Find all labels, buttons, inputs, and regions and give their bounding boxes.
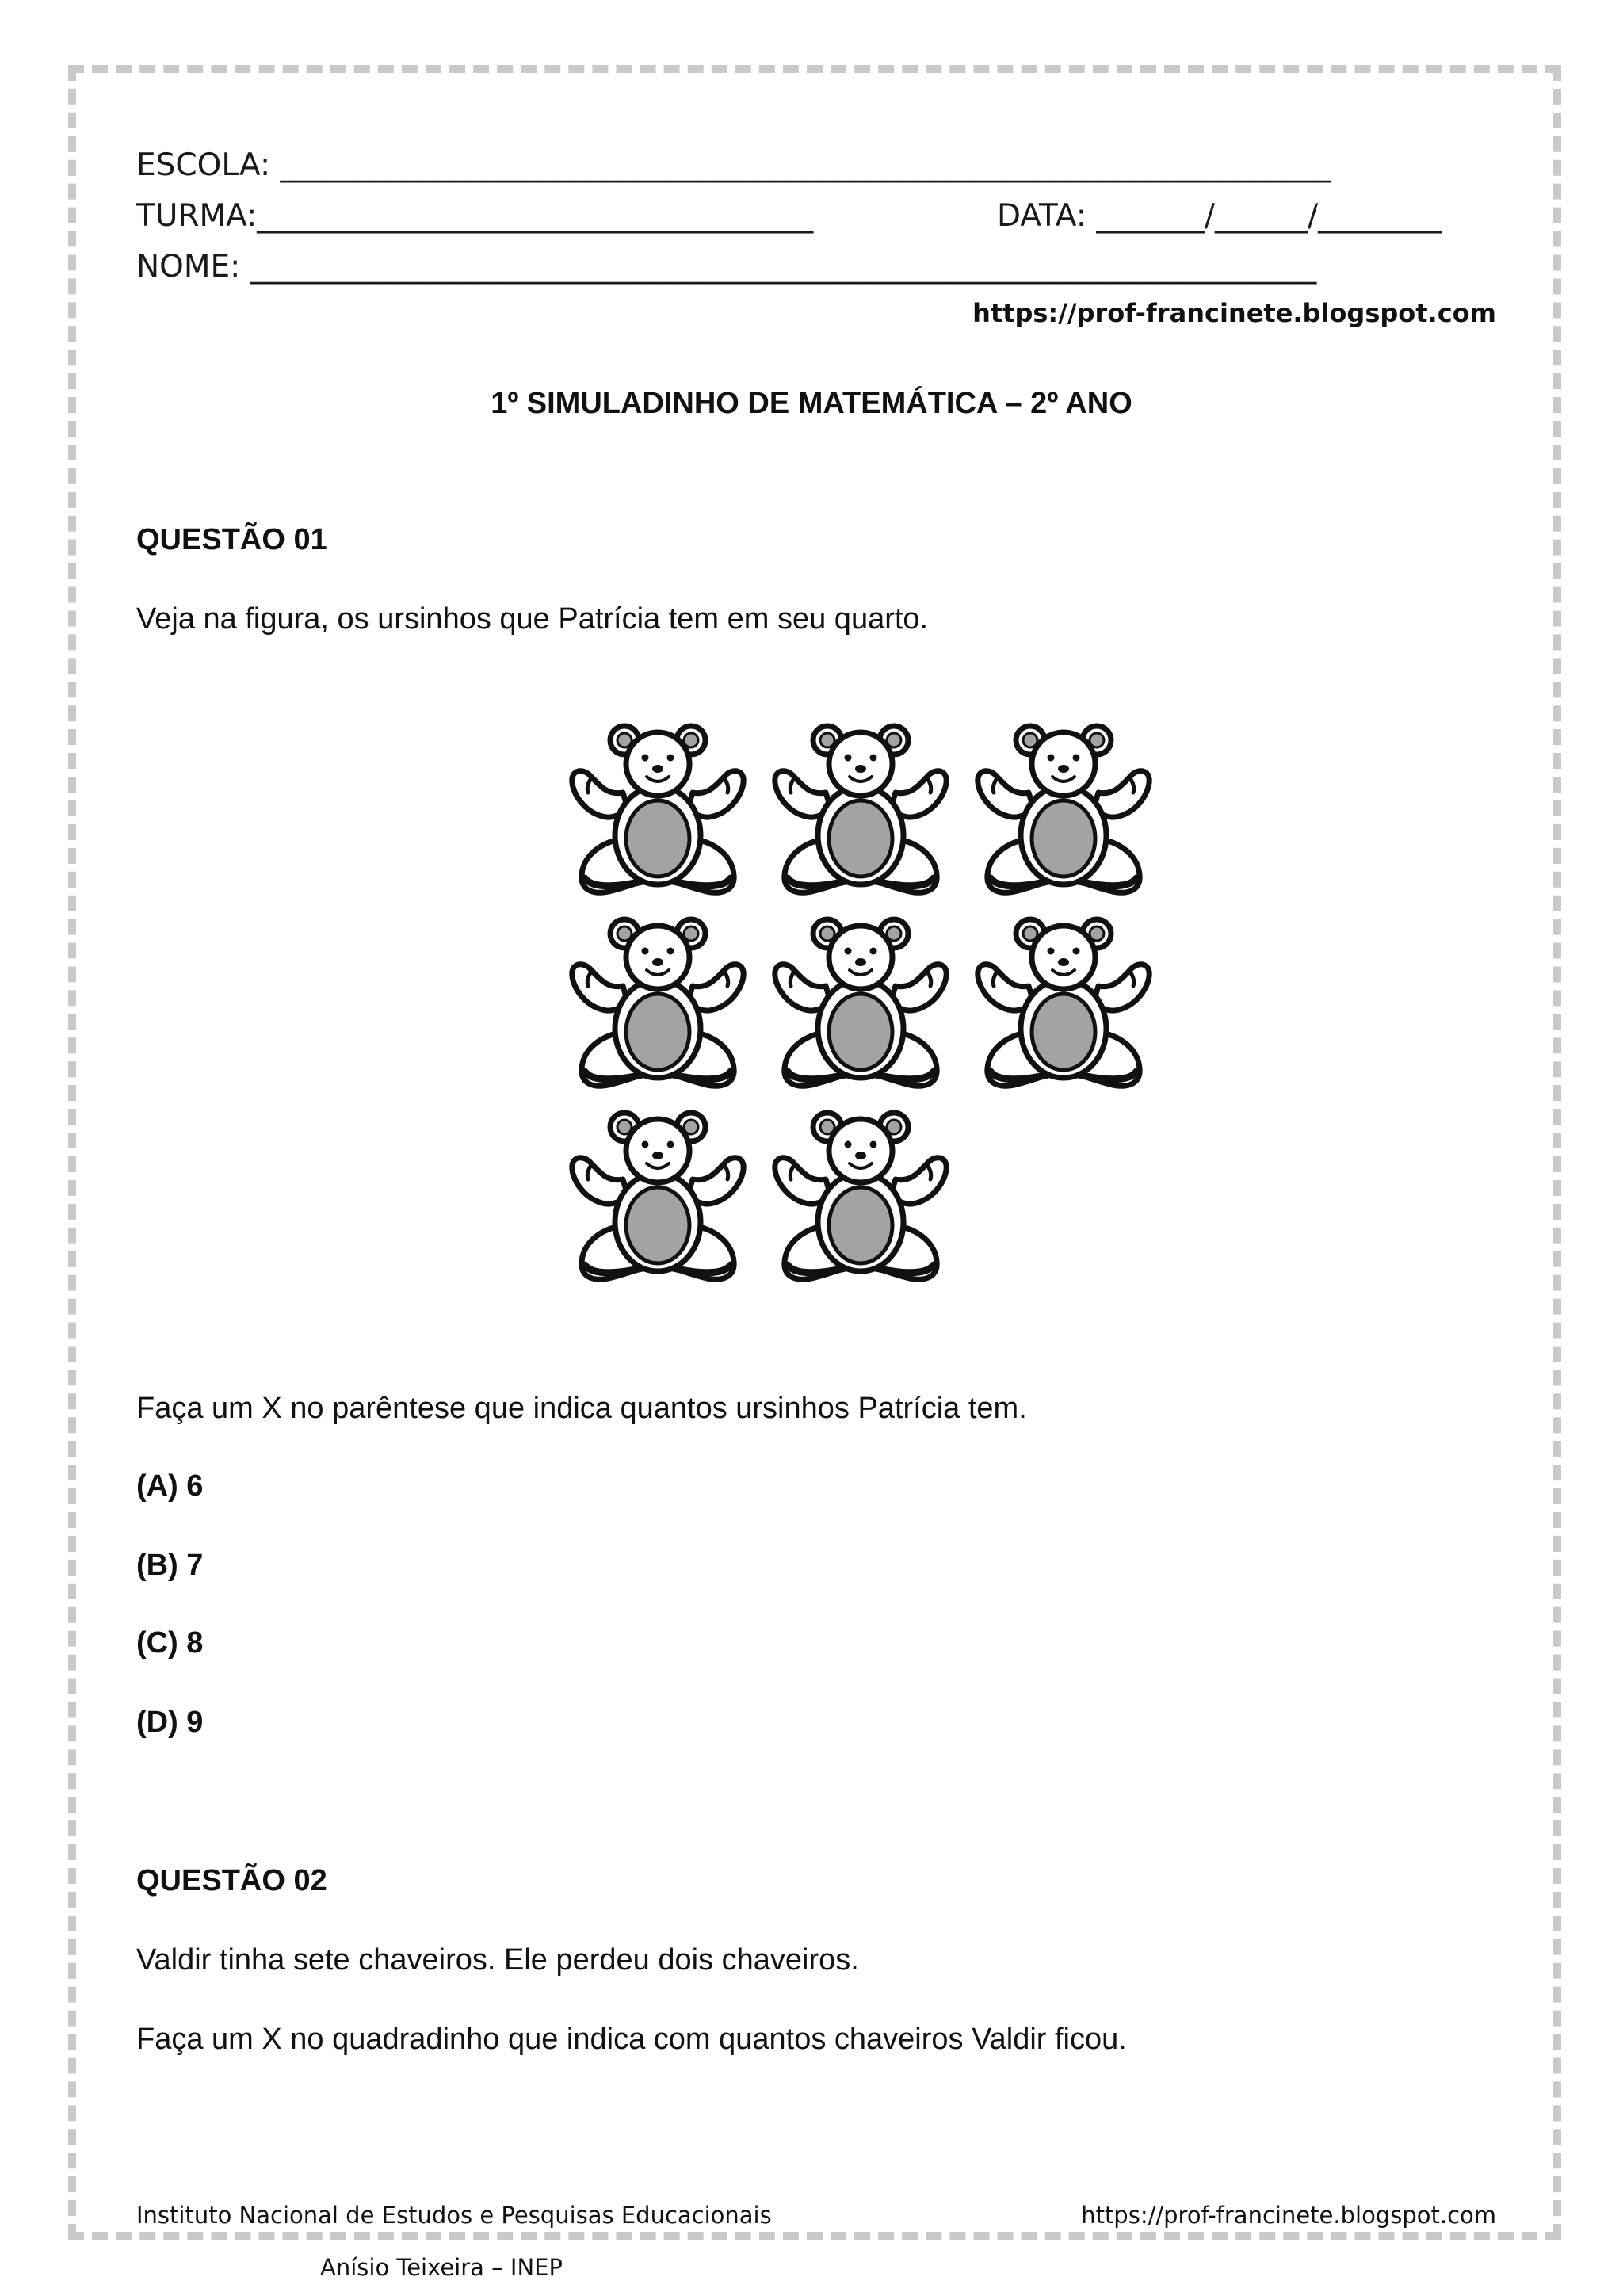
- footer-blog-url: https://prof-francinete.blogspot.com: [1081, 2202, 1496, 2229]
- escola-field[interactable]: ESCOLA: ____________________________________________________________________: [136, 147, 1331, 183]
- questao-01-instruction: Faça um X no parêntese que indica quantos ursinhos Patrícia tem.: [136, 1392, 1027, 1425]
- teddy-bears-figure: [567, 720, 1157, 1297]
- header-blog-url: https://prof-francinete.blogspot.com: [972, 298, 1496, 328]
- option-c[interactable]: (C) 8: [136, 1626, 204, 1660]
- footer-institution-line2: Anísio Teixeira – INEP: [320, 2254, 563, 2281]
- teddy-bear-icon: [770, 1106, 951, 1290]
- teddy-bear-icon: [567, 913, 748, 1097]
- questao-01-prompt: Veja na figura, os ursinhos que Patrícia tem em seu quarto.: [136, 602, 929, 636]
- teddy-bear-icon: [770, 913, 951, 1097]
- teddy-bear-icon: [973, 720, 1154, 904]
- page-title: 1º SIMULADINHO DE MATEMÁTICA – 2º ANO: [491, 387, 1132, 420]
- questao-02-text-2: Faça um X no quadradinho que indica com quantos chaveiros Valdir ficou.: [136, 2023, 1127, 2056]
- teddy-bear-icon: [567, 720, 748, 904]
- nome-field[interactable]: NOME: _____________________________________________________________________: [136, 249, 1317, 285]
- questao-01-heading: QUESTÃO 01: [136, 523, 327, 556]
- footer-institution-line1: Instituto Nacional de Estudos e Pesquisas Educacionais: [136, 2202, 772, 2229]
- teddy-bear-icon: [567, 1106, 748, 1290]
- questao-02-heading: QUESTÃO 02: [136, 1864, 327, 1897]
- option-a[interactable]: (A) 6: [136, 1469, 204, 1503]
- turma-field[interactable]: TURMA:____________________________________: [136, 198, 814, 234]
- option-d[interactable]: (D) 9: [136, 1706, 204, 1739]
- data-field[interactable]: DATA: _______/______/________: [997, 198, 1442, 234]
- option-b[interactable]: (B) 7: [136, 1549, 204, 1582]
- teddy-bear-icon: [973, 913, 1154, 1097]
- teddy-bear-icon: [770, 720, 951, 904]
- questao-02-text-1: Valdir tinha sete chaveiros. Ele perdeu dois chaveiros.: [136, 1943, 859, 1977]
